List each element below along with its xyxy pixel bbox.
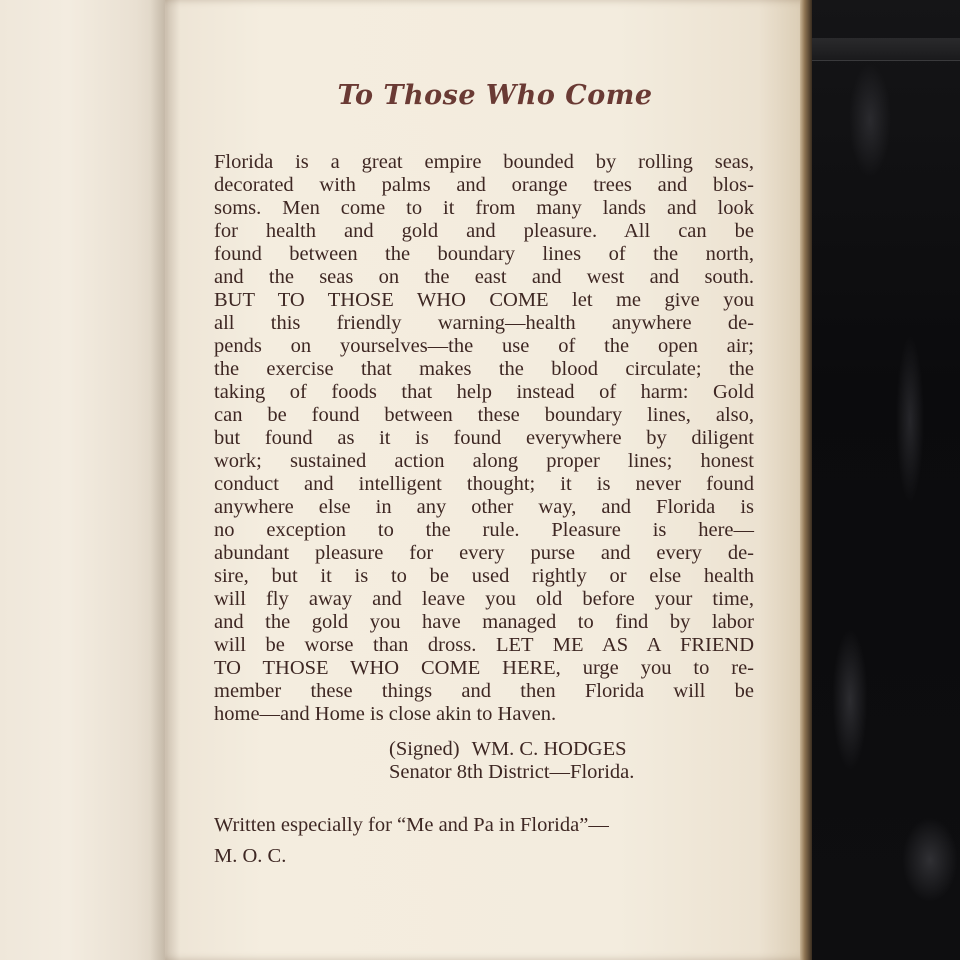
body-line: conduct and intelligent thought; it is never found bbox=[214, 473, 754, 495]
signed-label: (Signed) bbox=[389, 738, 460, 760]
body-line: work; sustained action along proper lines; honest bbox=[214, 450, 754, 472]
signature-line-1 bbox=[389, 738, 754, 761]
body-line: no exception to the rule. Pleasure is here— bbox=[214, 519, 754, 541]
body-line: decorated with palms and orange trees and blos- bbox=[214, 174, 754, 196]
signer-name: WM. C. HODGES bbox=[471, 738, 627, 760]
signer-position: Senator 8th District—Florida. bbox=[389, 761, 635, 783]
footer-line-2: M. O. C. bbox=[214, 845, 287, 867]
body-line: and the gold you have managed to find by labor bbox=[214, 611, 754, 633]
footer-note bbox=[214, 810, 754, 872]
body-line: the exercise that makes the blood circulate; the bbox=[214, 358, 754, 380]
body-line: but found as it is found everywhere by diligent bbox=[214, 427, 754, 449]
page-title: To Those Who Come bbox=[337, 80, 653, 111]
signature-block bbox=[389, 738, 754, 784]
background-edge bbox=[805, 38, 960, 61]
body-line: abundant pleasure for every purse and every de- bbox=[214, 542, 754, 564]
body-line: home—and Home is close akin to Haven. bbox=[214, 703, 557, 725]
footer-line-1: Written especially for “Me and Pa in Florida”— bbox=[214, 814, 609, 836]
body-line: anywhere else in any other way, and Florida is bbox=[214, 496, 754, 518]
body-line: taking of foods that help instead of harm: Gold bbox=[214, 381, 754, 403]
body-line: will fly away and leave you old before your time, bbox=[214, 588, 754, 610]
body-line: member these things and then Florida will be bbox=[214, 680, 754, 702]
body-line: soms. Men come to it from many lands and look bbox=[214, 197, 754, 219]
body-line: pends on yourselves—the use of the open air; bbox=[214, 335, 754, 357]
book-gutter bbox=[150, 0, 180, 960]
body-line: will be worse than dross. LET ME AS A FRIEND bbox=[214, 634, 754, 656]
body-line: can be found between these boundary lines, also, bbox=[214, 404, 754, 426]
body-line: Florida is a great empire bounded by rolling seas, bbox=[214, 151, 754, 173]
body-line: for health and gold and pleasure. All can be bbox=[214, 220, 754, 242]
body-line: sire, but it is to be used rightly or else health bbox=[214, 565, 754, 587]
dark-background bbox=[790, 0, 960, 960]
body-line: TO THOSE WHO COME HERE, urge you to re- bbox=[214, 657, 754, 679]
body-paragraph bbox=[214, 151, 754, 726]
body-line: all this friendly warning—health anywhere de- bbox=[214, 312, 754, 334]
page-content bbox=[214, 80, 754, 872]
body-line: found between the boundary lines of the north, bbox=[214, 243, 754, 265]
page-edge bbox=[800, 0, 812, 960]
facing-page bbox=[0, 0, 170, 960]
body-line: BUT TO THOSE WHO COME let me give you bbox=[214, 289, 754, 311]
body-line: and the seas on the east and west and south. bbox=[214, 266, 754, 288]
